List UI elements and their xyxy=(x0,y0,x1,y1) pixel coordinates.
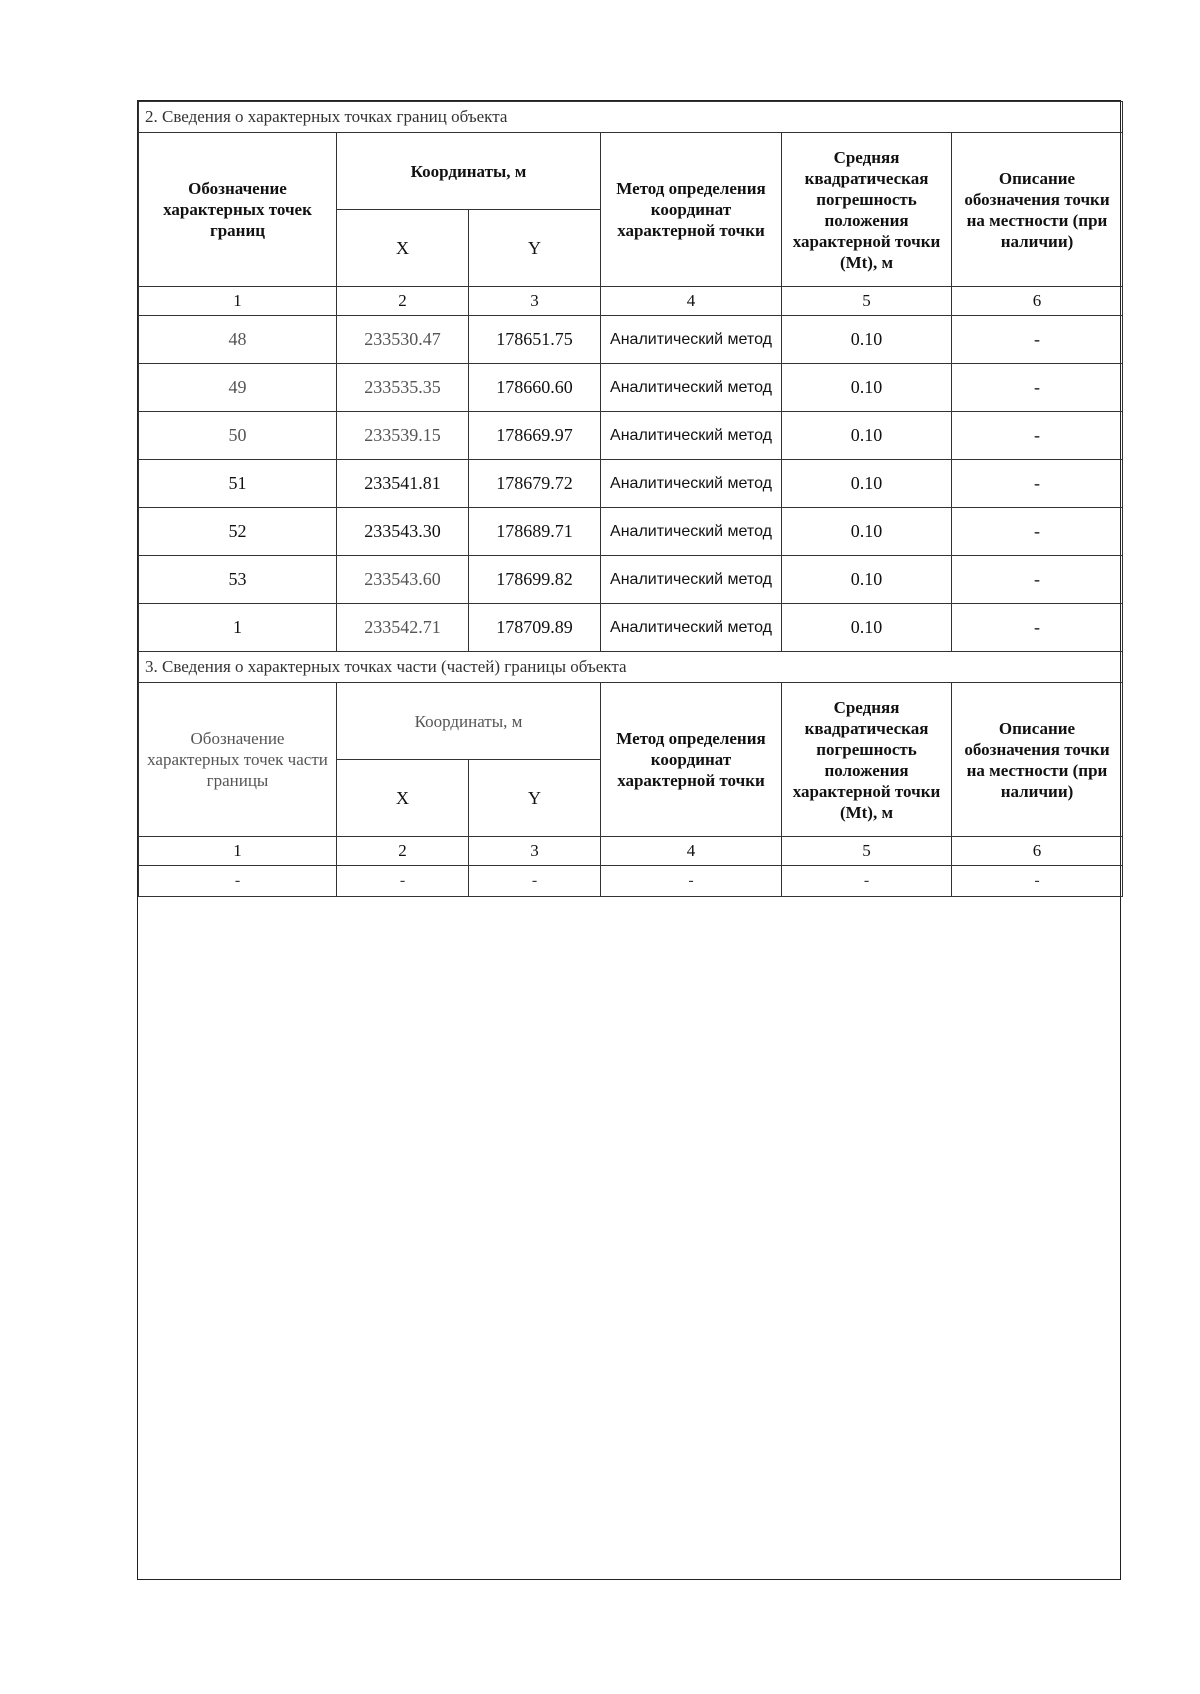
cell-y: 178660.60 xyxy=(469,364,601,412)
header-designation: Обозначение характерных точек границ xyxy=(139,133,337,287)
table-row xyxy=(139,508,1123,556)
header-y: Y xyxy=(469,760,601,837)
cell-mt: 0.10 xyxy=(782,604,952,652)
section2-title: 2. Сведения о характерных точках границ объекта xyxy=(139,102,1123,133)
cell-desc: - xyxy=(952,364,1123,412)
cell-method: Аналитический метод xyxy=(601,316,782,364)
cell-empty: - xyxy=(782,866,952,897)
header-method: Метод определения координат характерной точки xyxy=(601,683,782,837)
col-number: 4 xyxy=(601,287,782,316)
header-description: Описание обозначения точки на местности (при наличии) xyxy=(952,683,1123,837)
cell-method: Аналитический метод xyxy=(601,412,782,460)
cell-y: 178669.97 xyxy=(469,412,601,460)
header-x: X xyxy=(337,760,469,837)
header-error: Средняя квадратическая погрешность положения характерной точки (Mt), м xyxy=(782,133,952,287)
table-row xyxy=(139,604,1123,652)
col-number: 5 xyxy=(782,837,952,866)
cell-desc: - xyxy=(952,316,1123,364)
cell-method: Аналитический метод xyxy=(601,460,782,508)
header-coordinates: Координаты, м xyxy=(337,683,601,760)
col-number: 5 xyxy=(782,287,952,316)
cell-desc: - xyxy=(952,556,1123,604)
cell-point: 48 xyxy=(139,316,337,364)
cell-mt: 0.10 xyxy=(782,412,952,460)
header-error: Средняя квадратическая погрешность положения характерной точки (Mt), м xyxy=(782,683,952,837)
cell-method: Аналитический метод xyxy=(601,508,782,556)
header-y: Y xyxy=(469,210,601,287)
points-table xyxy=(138,101,1123,897)
cell-x: 233541.81 xyxy=(337,460,469,508)
cell-x: 233542.71 xyxy=(337,604,469,652)
cell-point: 51 xyxy=(139,460,337,508)
col-number: 4 xyxy=(601,837,782,866)
cell-x: 233539.15 xyxy=(337,412,469,460)
table-row xyxy=(139,364,1123,412)
cell-point: 53 xyxy=(139,556,337,604)
cell-desc: - xyxy=(952,412,1123,460)
cell-x: 233535.35 xyxy=(337,364,469,412)
section3-title: 3. Сведения о характерных точках части (частей) границы объекта xyxy=(139,652,1123,683)
cell-point: 50 xyxy=(139,412,337,460)
cell-empty: - xyxy=(601,866,782,897)
cell-empty: - xyxy=(952,866,1123,897)
cell-y: 178689.71 xyxy=(469,508,601,556)
document-frame xyxy=(137,100,1121,1580)
header-description: Описание обозначения точки на местности (при наличии) xyxy=(952,133,1123,287)
cell-empty: - xyxy=(469,866,601,897)
col-number: 2 xyxy=(337,837,469,866)
cell-desc: - xyxy=(952,460,1123,508)
cell-mt: 0.10 xyxy=(782,556,952,604)
table-row xyxy=(139,866,1123,897)
cell-y: 178679.72 xyxy=(469,460,601,508)
col-number: 1 xyxy=(139,287,337,316)
cell-mt: 0.10 xyxy=(782,460,952,508)
cell-point: 49 xyxy=(139,364,337,412)
col-number: 6 xyxy=(952,837,1123,866)
cell-point: 52 xyxy=(139,508,337,556)
table-row xyxy=(139,316,1123,364)
cell-method: Аналитический метод xyxy=(601,364,782,412)
cell-mt: 0.10 xyxy=(782,316,952,364)
cell-x: 233530.47 xyxy=(337,316,469,364)
cell-y: 178651.75 xyxy=(469,316,601,364)
section2-header-row xyxy=(139,133,1123,210)
cell-mt: 0.10 xyxy=(782,508,952,556)
cell-x: 233543.60 xyxy=(337,556,469,604)
cell-desc: - xyxy=(952,508,1123,556)
section2-column-numbers xyxy=(139,287,1123,316)
table-row xyxy=(139,412,1123,460)
table-row xyxy=(139,460,1123,508)
cell-y: 178699.82 xyxy=(469,556,601,604)
cell-x: 233543.30 xyxy=(337,508,469,556)
header-method: Метод определения координат характерной точки xyxy=(601,133,782,287)
cell-empty: - xyxy=(337,866,469,897)
cell-method: Аналитический метод xyxy=(601,604,782,652)
col-number: 3 xyxy=(469,837,601,866)
header-x: X xyxy=(337,210,469,287)
table-row xyxy=(139,556,1123,604)
col-number: 2 xyxy=(337,287,469,316)
section3-title-row xyxy=(139,652,1123,683)
cell-mt: 0.10 xyxy=(782,364,952,412)
cell-y: 178709.89 xyxy=(469,604,601,652)
col-number: 3 xyxy=(469,287,601,316)
header-coordinates: Координаты, м xyxy=(337,133,601,210)
header-designation: Обозначение характерных точек части границы xyxy=(139,683,337,837)
col-number: 6 xyxy=(952,287,1123,316)
cell-empty: - xyxy=(139,866,337,897)
col-number: 1 xyxy=(139,837,337,866)
section2-title-row xyxy=(139,102,1123,133)
section3-column-numbers xyxy=(139,837,1123,866)
cell-point: 1 xyxy=(139,604,337,652)
cell-desc: - xyxy=(952,604,1123,652)
cell-method: Аналитический метод xyxy=(601,556,782,604)
section3-header-row xyxy=(139,683,1123,760)
